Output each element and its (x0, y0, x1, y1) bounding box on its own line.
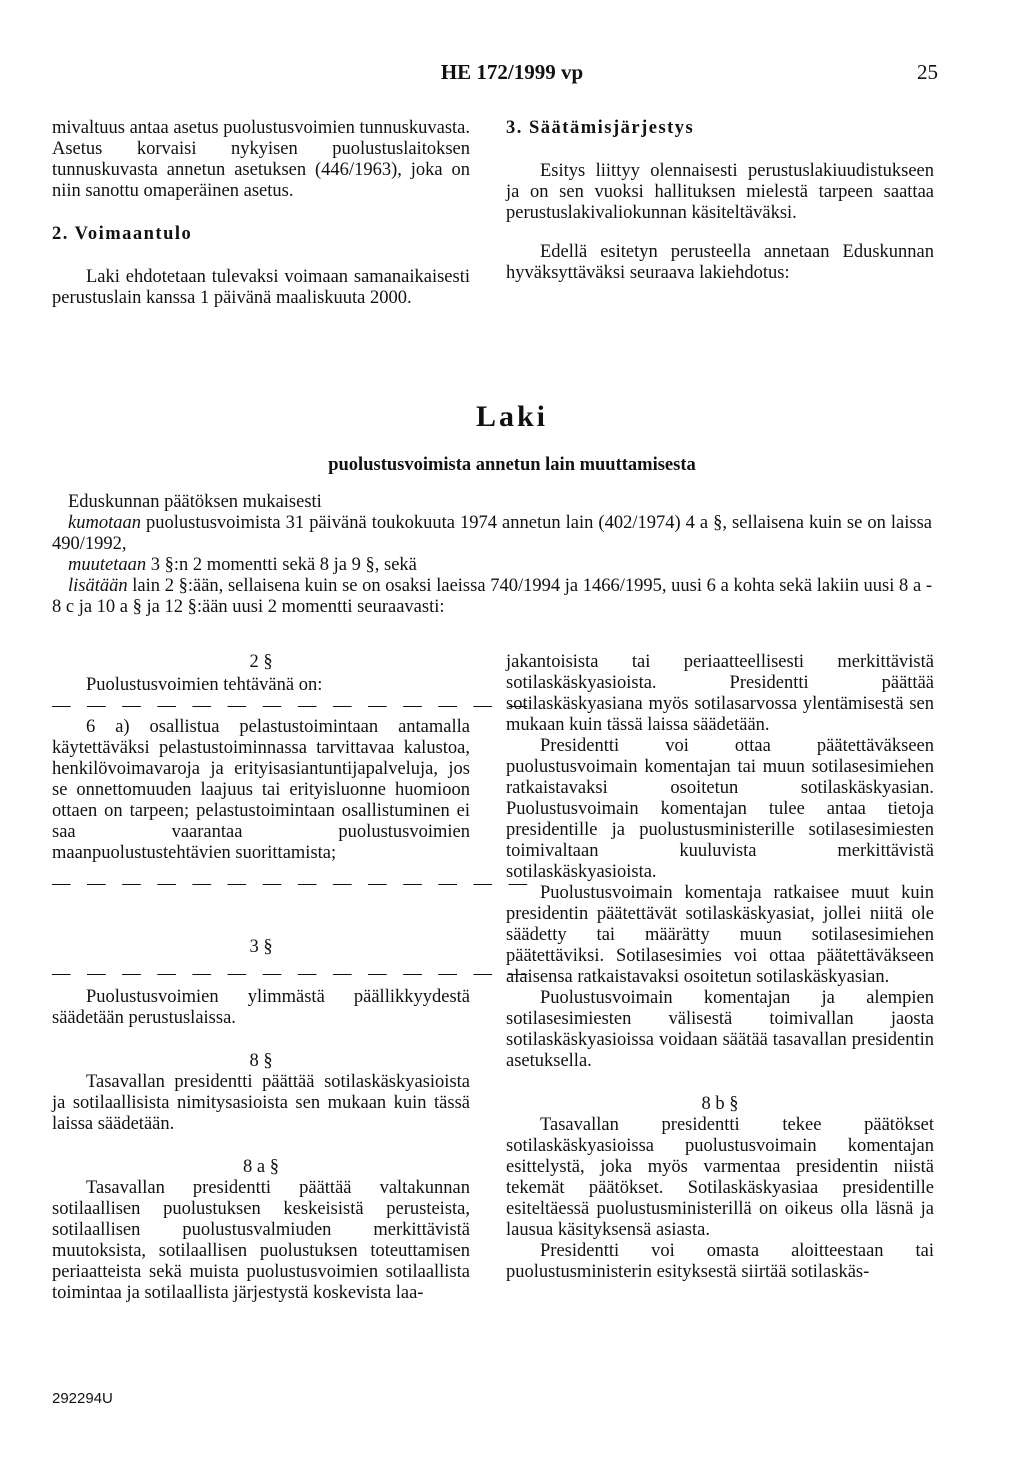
preamble-kumotaan (52, 513, 932, 555)
paragraph: Presidentti voi ottaa päätettäväkseen puolustusvoimain komentajan tai muun sotilasesimiehen ratkaistavaksi osoitetun sotilaskäskyasian. Puolustusvoimain komentajan tulee antaa tietoja presidentille ja puolustusministerille sotilasesimiesten toimivaltaan kuuluvista merkittävistä sotilaskäskyasioista. (506, 736, 934, 882)
section-heading: 2 § (249, 652, 273, 672)
keyword-kumotaan: kumotaan (68, 513, 141, 533)
section-heading: 8 b § (701, 1094, 739, 1114)
page-number: 25 (917, 60, 938, 84)
paragraph: Edellä esitetyn perusteella annetaan Eduskunnan hyväksyttäväksi seuraava lakiehdotus: (506, 242, 934, 283)
paragraph: mivaltuus antaa asetus puolustusvoimien tunnuskuvasta. Asetus korvaisi nykyisen puolustuslaitoksen tunnuskuvasta annetun asetuksen (446/1963), joka on niin sanottu omaperäinen asetus. (52, 118, 470, 201)
paragraph: Laki ehdotetaan tulevaksi voimaan samanaikaisesti perustuslain kanssa 1 päivänä maaliskuuta 2000. (52, 267, 470, 308)
section-heading: 3 § (249, 937, 273, 957)
paragraph: Puolustusvoimien tehtävänä on: (86, 675, 323, 695)
preamble-muutetaan (52, 555, 932, 576)
paragraph: Puolustusvoimain komentaja ratkaisee muut kuin presidentin päätettävät sotilaskäskyasiat, jollei niitä ole säädetty tai määrätty muun sotilasesimiehen päätettäviksi. Sotilasesimies voi ottaa päätettäväkseen alaisensa ratkaistavaksi osoitetun sotilaskäskyasian. (506, 883, 934, 987)
section-heading: 8 a § (243, 1157, 279, 1177)
law-subtitle: puolustusvoimista annetun lain muuttamisesta (328, 455, 696, 475)
section-heading-voimaantulo: 2. Voimaantulo (52, 224, 193, 244)
paragraph: Puolustusvoimain komentajan ja alempien sotilasesimiesten välisestä toimivallan jaosta sotilaskäskyasioissa voidaan säätää tasavallan presidentin asetuksella. (506, 988, 934, 1071)
paragraph: Tasavallan presidentti tekee päätökset sotilaskäskyasioissa puolustusvoimain komentajan esittelystä, joka myös varmentaa presidentin niistä tekemät päätökset. Sotilaskäskyasiaa presidentille esiteltäessä puolustusministerillä on oikeus olla läsnä ja lausua käsityksensä asiasta. (506, 1115, 934, 1240)
omission-dashes: — — — — — — — — — — — — — — (52, 964, 534, 984)
section-heading: 8 § (249, 1051, 273, 1071)
paragraph: Puolustusvoimien ylimmästä päällikkyydestä säädetään perustuslaissa. (52, 987, 470, 1028)
paragraph: Tasavallan presidentti päättää sotilaskäskyasioista ja sotilaallisista nimitysasioista sen mukaan kuin tässä laissa säädetään. (52, 1072, 470, 1134)
keyword-muutetaan: muutetaan (68, 555, 147, 575)
omission-dashes: — — — — — — — — — — — — — — (52, 696, 534, 716)
preamble-text: 3 §:n 2 momentti sekä 8 ja 9 §, sekä (146, 555, 417, 575)
preamble-text: lain 2 §:ään, sellaisena kuin se on osaksi laeissa 740/1994 ja 1466/1995, uusi 6 a kohta sekä lakiin uusi 8 a - 8 c ja 10 a § ja 12 §:ään uusi 2 momentti seuraavasti: (52, 576, 932, 617)
paragraph: Esitys liittyy olennaisesti perustuslakiuudistukseen ja on sen vuoksi hallituksen mielestä tarpeen saattaa perustuslakivaliokunnan käsiteltäväksi. (506, 161, 934, 223)
paragraph: jakantoisista tai periaatteellisesti merkittävistä sotilaskäskyasioista. Presidentti päättää sotilaskäskyasiana myös sotilasarvossa ylentämisestä sen mukaan kuin tässä laissa säädetään. (506, 652, 934, 735)
top-left-column (52, 118, 470, 309)
keyword-lisataan: lisätään (68, 576, 128, 596)
omission-dashes: — — — — — — — — — — — — — — (52, 874, 534, 894)
section-heading-saatamisjarjestys: 3. Säätämisjärjestys (506, 118, 695, 138)
preamble-text: puolustusvoimista 31 päivänä toukokuuta 1974 annetun lain (402/1974) 4 a §, sellaisena kuin se on laissa 490/1992, (52, 513, 932, 554)
document-id: HE 172/1999 vp (440, 60, 584, 84)
preamble-lisataan (52, 576, 932, 618)
law-preamble (52, 492, 932, 618)
top-right-column (506, 118, 934, 284)
law-title: Laki (475, 400, 549, 433)
footer-code: 292294U (52, 1390, 113, 1407)
paragraph: Presidentti voi omasta aloitteestaan tai puolustusministerin esityksestä siirtää sotilaskäs- (506, 1241, 934, 1282)
paragraph: 6 a) osallistua pelastustoimintaan antamalla käytettäväksi pelastustoiminnassa tarvittavaa kalustoa, henkilövoimavaroja ja erityisasiantuntijapalveluja, jos se onnettomuuden laajuus tai erityisluonne huomioon ottaen on tarpeen; pelastustoimintaan osallistuminen ei saa vaarantaa puolustusvoimien maanpuolustustehtävien suorittamista; (52, 717, 470, 863)
preamble-intro: Eduskunnan päätöksen mukaisesti (68, 492, 322, 512)
law-left-column (52, 652, 534, 1304)
paragraph: Tasavallan presidentti päättää valtakunnan sotilaallisen puolustuksen keskeisistä perusteista, sotilaallisen puolustusvalmiuden merkittävistä muutoksista, sotilaallisen puolustuksen toteuttamisen periaatteista sekä muista puolustusvoimien sotilaallista toimintaa ja sotilaallista järjestystä koskevista laa- (52, 1178, 470, 1303)
law-right-column (506, 652, 934, 1283)
